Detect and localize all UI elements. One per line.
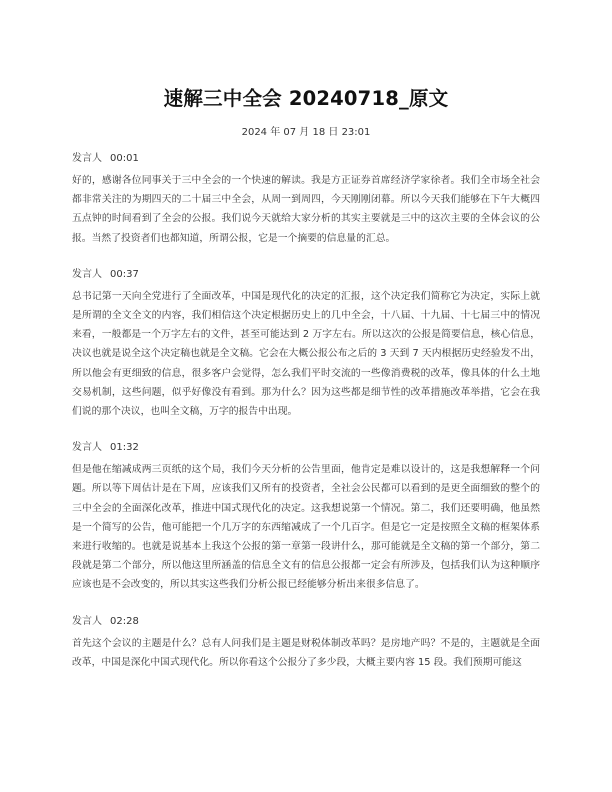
speaker-name: 发言人 <box>72 442 102 454</box>
speaker-line <box>72 152 540 166</box>
timestamp: 00:37 <box>110 268 139 280</box>
transcript-segment <box>72 268 540 421</box>
timestamp: 02:28 <box>110 615 139 627</box>
speaker-line <box>72 268 540 282</box>
document-date: 2024 年 07 月 18 日 23:01 <box>241 127 371 138</box>
transcript-segment <box>72 152 540 248</box>
segment-text: 首先这个会议的主题是什么？总有人问我们是主题是财税体制改革吗？是房地产吗？不是的，主题就是全面改革，中国是深化中国式现代化。所以你看这个公报分了多少段，大概主要内容 15 段。我们预期可能这 <box>72 637 540 668</box>
speaker-name: 发言人 <box>72 268 102 280</box>
document-title: 速解三中全会 20240718_原文 <box>163 87 449 110</box>
speaker-line <box>72 615 540 629</box>
segment-text: 好的，感谢各位同事关于三中全会的一个快速的解读。我是方正证券首席经济学家徐者。我们全市场全社会都非常关注的为期四天的二十届三中全会，从周一到周四，今天刚刚闭幕。所以今天我们能够在下午大概四五点钟的时间看到了全会的公报。我们说今天就给大家分析的其实主要就是三中的这次主要的全体会议的公报。当然了投资者们也都知道，所谓公报，它是一个摘要的信息量的汇总。 <box>72 175 540 244</box>
segment-text: 但是他在缩减成两三页纸的这个局，我们今天分析的公告里面，他肯定是难以设计的，这是我想解释一个问题。所以等下周估计是在下周，应该我们又所有的投资者，全社会公民都可以看到的是更全面细致的整个的三中全会的全面深化改革，推进中国式现代化的决定。这我想说第一个情况。第二，我们还要明确，他虽然是一个简写的公告，他可能把一个几万字的东西缩减成了一个几百字。但是它一定是按照全文稿的框架体系来进行收缩的。也就是说基本上我这个公报的第一章第一段讲什么，那可能就是全文稿的第一个部分，第二段就是第二个部分，所以他这里所涵盖的信息全文有的信息公报都一定会有所涉及，包括我们认为这种顺序应该也是不会改变的，所以其实这些我们分析公报已经能够分析出来很多信息了。 <box>72 464 540 591</box>
transcript-body <box>72 152 540 672</box>
timestamp: 01:32 <box>110 442 139 454</box>
speaker-line <box>72 441 540 455</box>
timestamp: 00:01 <box>110 153 139 164</box>
speaker-name: 发言人 <box>72 153 102 164</box>
segment-text: 总书记第一天向全党进行了全面改革，中国是现代化的决定的汇报，这个决定我们简称它为决定，实际上就是所谓的全文全文的内容，我们相信这个决定根据历史上的几中全会，十八届、十九届、十七届三中的情况来看，一般都是一个万字左右的文件，甚至可能达到 2 万字左右。所以这次的公报是简要信息，核心信息，决议也就是说全这个决定稿也就是全文稿。它会在大概公报公布之后的 3 天到 7 天内根据历史经验发不出，所以他会有更细致的信息，很多客户会觉得，怎么我们平时交流的一些像消费税的改革，像具体的什么土地交易机制，这些问题，似乎好像没有看到。那为什么？因为这些都是细节性的改革措施改革举措，它会在我们说的那个决议，也叫全文稿，万字的报告中出现。 <box>72 290 540 418</box>
transcript-segment <box>72 441 540 594</box>
speaker-name: 发言人 <box>72 615 102 627</box>
transcript-segment <box>72 615 540 672</box>
